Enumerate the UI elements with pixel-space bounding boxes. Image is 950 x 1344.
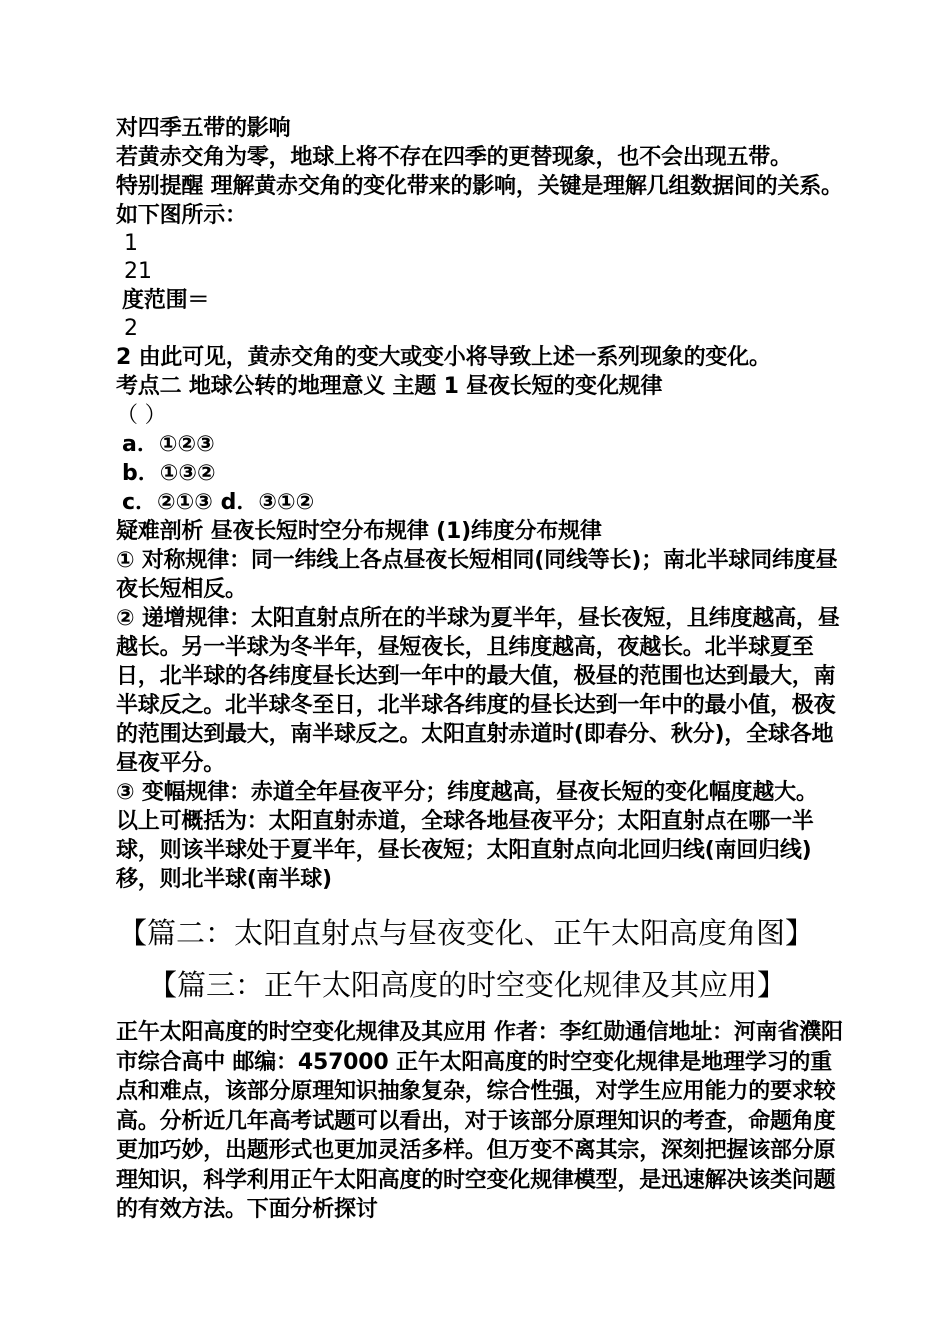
section-title: 对四季五带的影响 xyxy=(116,116,291,141)
formula-fragment-1: 1 xyxy=(124,231,138,256)
question-blank: （ ） xyxy=(116,403,167,428)
formula-fragment-21: 21 xyxy=(124,259,152,284)
option-a: a．①②③ xyxy=(122,432,215,457)
heading-part-three: 【篇三：正午太阳高度的时空变化规律及其应用】 xyxy=(148,968,787,1002)
paragraph-topic-heading: 考点二 地球公转的地理意义 主题 1 昼夜长短的变化规律 xyxy=(116,374,663,399)
paragraph-symmetry-rule: ① 对称规律：同一纬线上各点昼夜长短相同(同线等长)；南北半球同纬度昼夜长短相反。 xyxy=(116,548,838,602)
paragraph-increasing-rule: ② 递增规律：太阳直射点所在的半球为夏半年，昼长夜短，且纬度越高，昼越长。另一半球为冬半年，昼短夜长，且纬度越高，夜越长。北半球夏至日，北半球的各纬度昼长达到一年中的最大值，极昼的范围也达到最大，南半球反之。北半球冬至日，北半球各纬度的昼长达到一年中的最小值，极夜的范围达到最大，南半球反之。太阳直射赤道时(即春分、秋分)，全球各地昼夜平分。 xyxy=(116,606,840,776)
heading-part-two: 【篇二：太阳直射点与昼夜变化、正午太阳高度角图】 xyxy=(118,916,815,950)
option-c-d: c．②①③ d．③①② xyxy=(122,490,315,515)
paragraph-conclusion: 2 由此可见，黄赤交角的变大或变小将导致上述一系列现象的变化。 xyxy=(116,345,771,370)
paragraph-summary: 以上可概括为：太阳直射赤道，全球各地昼夜平分；太阳直射点在哪一半球，则该半球处于夏半年，昼长夜短；太阳直射点向北回归线(南回归线)移，则北半球(南半球) xyxy=(116,809,814,892)
paragraph-special-note: 特别提醒 理解黄赤交角的变化带来的影响，关键是理解几组数据间的关系。如下图所示： xyxy=(116,174,843,228)
paragraph-amplitude-rule: ③ 变幅规律：赤道全年昼夜平分；纬度越高，昼夜长短的变化幅度越大。 xyxy=(116,780,818,805)
paragraph-zero-obliquity: 若黄赤交角为零，地球上将不存在四季的更替现象，也不会出现五带。 xyxy=(116,145,792,170)
paragraph-part-three-intro: 正午太阳高度的时空变化规律及其应用 作者：李红勋通信地址：河南省濮阳市综合高中 邮编：457000 正午太阳高度的时空变化规律是地理学习的重点和难点，该部分原理知识抽象复杂，综合性强，对学生应用能力的要求较高。分析近几年高考试题可以看出，对于该部分原理知识的考查，命题角度更加巧妙，出题形式也更加灵活多样。但万变不离其宗，深刻把握该部分原理知识，科学利用正午太阳高度的时空变化规律模型，是迅速解决该类问题的有效方法。下面分析探讨 xyxy=(116,1020,843,1222)
formula-fragment-2: 2 xyxy=(124,316,138,341)
paragraph-analysis-heading: 疑难剖析 昼夜长短时空分布规律 (1)纬度分布规律 xyxy=(116,519,602,544)
option-b: b．①③② xyxy=(122,461,216,486)
section-seasons-daylength xyxy=(116,114,846,894)
formula-fragment-range: 度范围＝ xyxy=(122,288,210,313)
